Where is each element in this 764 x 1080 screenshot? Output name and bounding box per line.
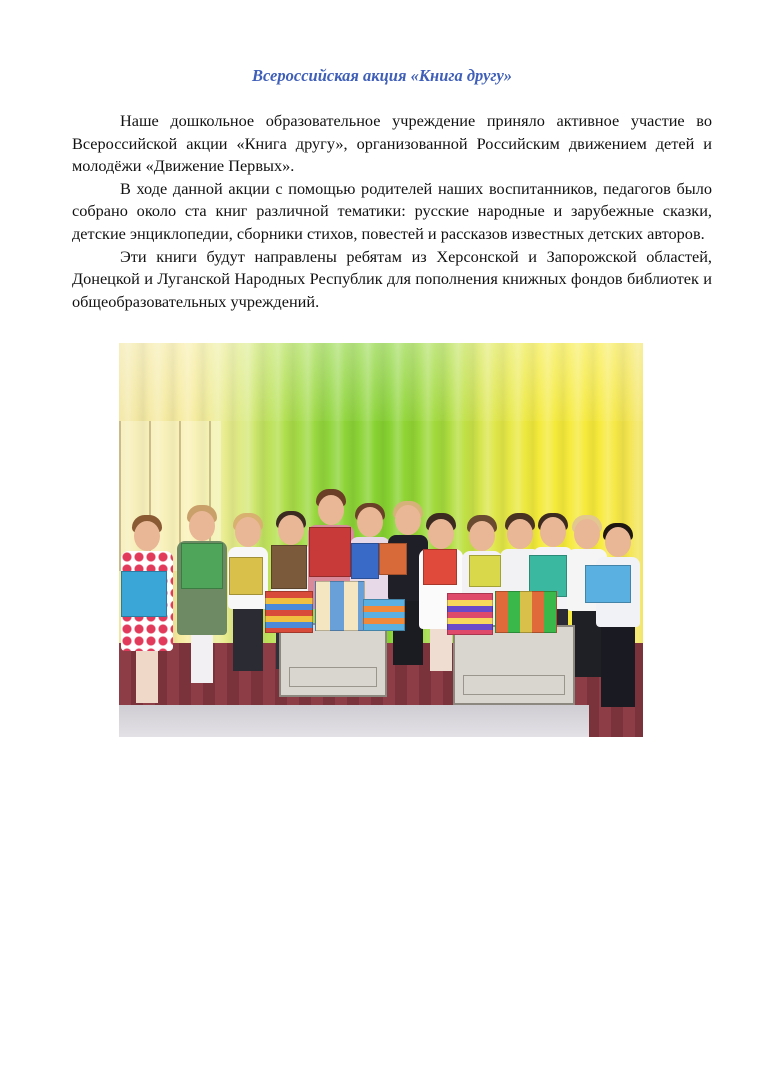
book — [181, 543, 223, 589]
document-body — [72, 110, 712, 313]
book-stack — [447, 593, 493, 635]
child-figure — [175, 505, 229, 685]
book-stack — [315, 581, 365, 631]
floor-rug — [119, 705, 589, 737]
book — [351, 543, 379, 579]
book-stack — [495, 591, 557, 633]
book — [423, 549, 457, 585]
document-title: Всероссийская акция «Книга другу» — [251, 66, 513, 85]
book-stack — [265, 591, 313, 633]
book — [121, 571, 167, 617]
paragraph-participation: Наше дошкольное образовательное учреждение приняло активное участие во Всероссийской акции «Книга другу», организованной Российским движением детей и молодёжи «Движение Первых». — [72, 111, 712, 176]
curtain-valance — [119, 343, 643, 421]
book — [271, 545, 307, 589]
paragraph-destination: Эти книги будут направлены ребятам из Херсонской и Запорожской областей, Донецкой и Луганской Народных Республик для пополнения книжных фондов библиотек и общеобразовательных учреждений. — [72, 246, 712, 311]
child-figure — [595, 523, 641, 709]
book — [229, 557, 263, 595]
paragraph-collection: В ходе данной акции с помощью родителей наших воспитанников, педагогов было собрано около ста книг различной тематики: русские народные и зарубежные сказки, детские энциклопедии, сборники стихов, повестей и рассказов известных детских авторов. — [72, 178, 712, 243]
book-table-right — [453, 625, 575, 705]
book-table-left — [279, 623, 387, 697]
book — [469, 555, 501, 587]
book-stack — [363, 599, 405, 631]
book — [379, 543, 407, 575]
group-photo — [119, 343, 643, 737]
book — [309, 527, 351, 577]
book — [585, 565, 631, 603]
